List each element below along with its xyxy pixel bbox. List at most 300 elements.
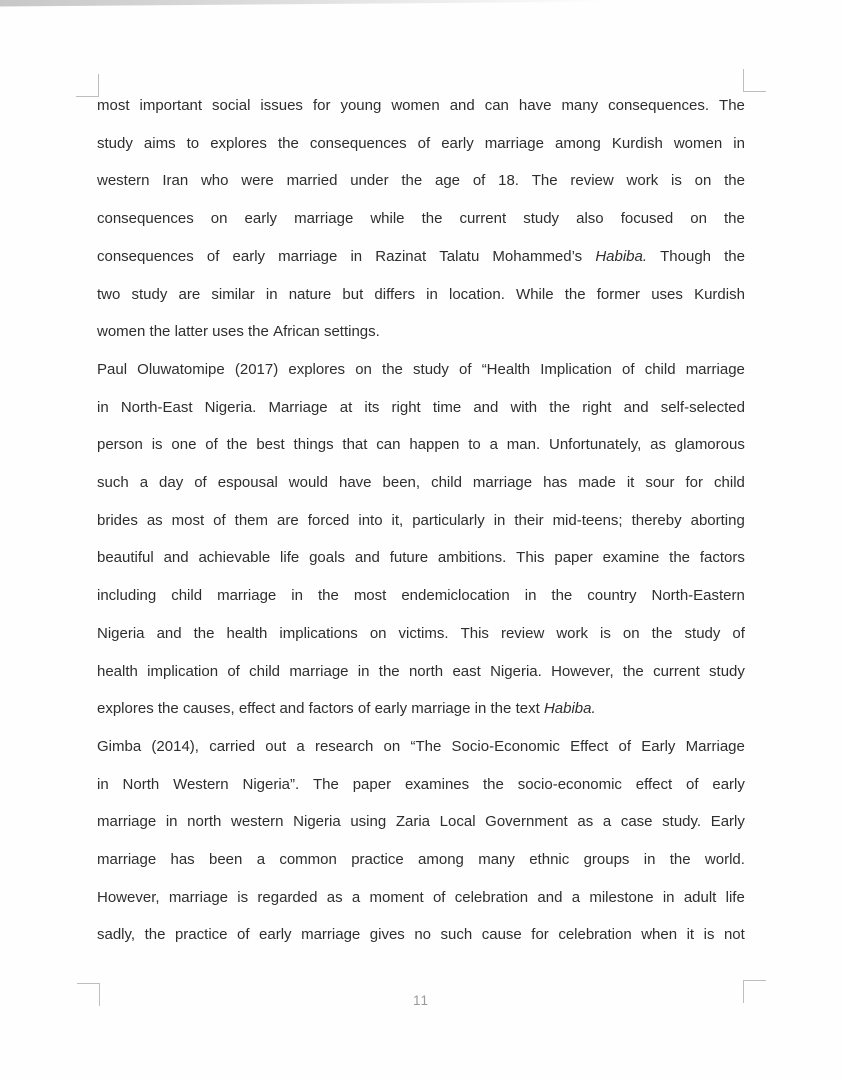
- text-word: implication: [147, 662, 219, 680]
- text-line: [97, 464, 745, 502]
- text-word: and: [623, 398, 649, 416]
- text-word: case: [620, 813, 653, 831]
- text-word: is: [703, 926, 715, 944]
- text-word: uses: [651, 285, 683, 303]
- text-line: [97, 879, 745, 917]
- text-line: [97, 615, 745, 653]
- text-word: a: [296, 737, 305, 755]
- text-word: mid-teens;: [552, 511, 623, 529]
- text-word: when: [641, 926, 678, 944]
- text-word: things: [293, 436, 334, 454]
- text-word-italic: Habiba.: [595, 247, 648, 265]
- text-word: of: [417, 134, 431, 152]
- text-word: most: [171, 511, 205, 529]
- text-word: in: [733, 134, 745, 152]
- text-word: However,: [97, 888, 160, 906]
- text-word: in: [426, 285, 438, 303]
- text-word: made: [578, 474, 616, 492]
- text-word: while: [370, 210, 405, 228]
- text-word: early: [259, 926, 292, 944]
- text-word: endemiclocation: [401, 587, 510, 605]
- text-word: Paul: [97, 360, 128, 378]
- text-word: to: [468, 436, 481, 454]
- text-word: marriage: [411, 700, 471, 718]
- text-word: (2017): [234, 360, 279, 378]
- text-word: North-East: [120, 398, 193, 416]
- text-word: goals: [309, 549, 345, 567]
- text-word: Socio-Economic: [451, 737, 560, 755]
- text-word: east: [452, 662, 481, 680]
- text-word: explores: [288, 360, 346, 378]
- text-line: [97, 276, 745, 314]
- text-word: of: [472, 172, 486, 190]
- text-line: [97, 653, 745, 691]
- text-word: study: [684, 624, 721, 642]
- text-word: nature: [288, 285, 332, 303]
- text-word: most: [353, 587, 387, 605]
- text-word: of: [618, 737, 632, 755]
- text-word: Nigeria: [293, 813, 341, 831]
- text-word: marriage: [97, 851, 157, 869]
- text-word: study: [131, 285, 168, 303]
- text-word: child: [644, 360, 676, 378]
- text-word: in: [357, 662, 370, 680]
- text-word: for: [685, 474, 704, 492]
- text-word: of: [213, 511, 226, 529]
- text-word: were: [241, 172, 274, 190]
- text-word: in: [474, 700, 487, 718]
- text-line: [97, 539, 745, 577]
- text-line: [97, 577, 745, 615]
- text-word: and: [537, 888, 563, 906]
- corner-mark-top-left: [76, 74, 99, 97]
- text-word: the: [669, 549, 691, 567]
- text-word: age: [435, 172, 461, 190]
- text-word: can: [484, 97, 509, 114]
- text-word: work: [626, 172, 659, 190]
- text-word: forced: [307, 511, 350, 529]
- text-word: been: [209, 851, 243, 869]
- text-word: Local: [439, 813, 476, 831]
- text-word: 18.: [498, 172, 519, 190]
- text-word: such: [97, 474, 129, 492]
- text-word: study: [709, 662, 745, 680]
- text-word: the: [317, 587, 339, 605]
- text-word: Mohammed’s: [492, 247, 583, 265]
- text-word: explores: [210, 134, 267, 152]
- text-word: its: [364, 398, 380, 416]
- text-line: [97, 502, 745, 540]
- text-word: would: [288, 474, 328, 492]
- text-word: have: [518, 97, 552, 114]
- text-word: of: [459, 360, 472, 378]
- text-word: paper: [554, 549, 593, 567]
- text-word: moment: [369, 888, 424, 906]
- text-word: in: [493, 511, 506, 529]
- text-word: of: [732, 624, 745, 642]
- text-word: social: [212, 97, 251, 114]
- text-word: of: [237, 926, 250, 944]
- text-word: in: [97, 775, 109, 793]
- text-word: man.: [506, 436, 541, 454]
- text-word: on: [383, 737, 401, 755]
- text-word: as: [650, 436, 666, 454]
- body-text: [97, 87, 745, 954]
- text-word: has: [170, 851, 195, 869]
- text-word: ethnic: [529, 851, 570, 869]
- text-line: [97, 690, 745, 728]
- text-word: marriage: [685, 360, 745, 378]
- text-word: health: [226, 624, 268, 642]
- text-word: self-selected: [660, 398, 745, 416]
- text-word: of: [622, 360, 635, 378]
- text-word: is: [670, 172, 682, 190]
- text-word: Unfortunately,: [548, 436, 642, 454]
- text-word: marriage: [289, 662, 349, 680]
- text-word: women: [673, 134, 723, 152]
- text-word: celebration: [454, 888, 529, 906]
- text-word: no: [414, 926, 432, 944]
- text-word: the: [549, 398, 571, 416]
- text-word: the: [401, 172, 423, 190]
- text-word: text: [515, 700, 540, 718]
- text-word: the: [622, 662, 644, 680]
- text-line: [97, 125, 745, 163]
- text-word: on: [694, 172, 712, 190]
- text-word: paper: [352, 775, 392, 793]
- text-word: health: [97, 662, 138, 680]
- text-word: is: [151, 436, 163, 454]
- text-word: the: [724, 210, 745, 228]
- text-word: factors: [308, 700, 354, 718]
- text-word: early: [374, 700, 408, 718]
- text-word: Kurdish: [611, 134, 663, 152]
- text-word-italic: Habiba.: [543, 700, 596, 718]
- text-word: “The: [410, 737, 442, 755]
- text-word: using: [350, 813, 387, 831]
- text-word: into: [358, 511, 383, 529]
- text-word: not: [723, 926, 745, 944]
- text-word: person: [97, 436, 143, 454]
- text-word: best: [256, 436, 285, 454]
- text-word: the: [724, 172, 745, 190]
- text-word: among: [555, 134, 601, 152]
- text-word: as: [577, 813, 594, 831]
- text-word: former: [596, 285, 641, 303]
- text-line: [97, 313, 745, 351]
- text-word: milestone: [589, 888, 654, 906]
- text-line: [97, 200, 745, 238]
- text-word: gives: [369, 926, 405, 944]
- text-word: under: [350, 172, 389, 190]
- text-word: important: [139, 97, 203, 114]
- text-word: examines: [404, 775, 470, 793]
- text-word: achievable: [198, 549, 271, 567]
- text-word: future: [389, 549, 429, 567]
- text-word: Razinat: [375, 247, 427, 265]
- text-word: in: [265, 285, 278, 303]
- text-word: the: [724, 247, 745, 265]
- text-word: latter: [174, 323, 208, 341]
- text-word: has: [543, 474, 568, 492]
- text-line: [97, 426, 745, 464]
- text-word: The: [719, 97, 745, 114]
- text-word: such: [440, 926, 473, 944]
- text-word: in: [662, 888, 675, 906]
- text-word: explores: [97, 700, 154, 718]
- text-word: early: [712, 775, 745, 793]
- text-word: adult: [683, 888, 717, 906]
- text-word: it,: [391, 511, 404, 529]
- text-word: Iran: [162, 172, 189, 190]
- text-word: marriage: [168, 888, 228, 906]
- text-word: Though: [660, 247, 712, 265]
- text-word: current: [653, 662, 700, 680]
- text-word: on: [369, 624, 387, 642]
- text-word: country: [587, 587, 637, 605]
- text-line: [97, 238, 745, 276]
- text-word: marriage: [301, 926, 361, 944]
- text-word: who: [200, 172, 229, 190]
- text-word: women: [97, 323, 146, 341]
- text-word: right: [391, 398, 421, 416]
- text-word: married: [286, 172, 338, 190]
- text-word: marriage: [484, 134, 544, 152]
- text-word: victims.: [398, 624, 449, 642]
- text-word: effect: [238, 700, 276, 718]
- text-word: brides: [97, 511, 138, 529]
- text-word: carried: [209, 737, 256, 755]
- text-word: marriage: [97, 813, 157, 831]
- text-word: Early: [641, 737, 676, 755]
- text-word: as: [326, 888, 343, 906]
- text-word: espousal: [217, 474, 278, 492]
- text-word: with: [510, 398, 538, 416]
- text-word: a: [351, 888, 361, 906]
- text-word: causes,: [182, 700, 235, 718]
- text-word: beautiful: [97, 549, 154, 567]
- text-word: focused: [620, 210, 674, 228]
- text-word: young: [340, 97, 382, 114]
- text-word: child: [714, 474, 745, 492]
- text-word: right: [582, 398, 612, 416]
- text-word: for: [531, 926, 549, 944]
- text-word: practice: [351, 851, 404, 869]
- text-word: child: [171, 587, 203, 605]
- text-word: life: [280, 549, 300, 567]
- text-word: the: [277, 134, 299, 152]
- text-word: north: [187, 813, 222, 831]
- text-word: including: [97, 587, 157, 605]
- text-word: marriage: [278, 247, 338, 265]
- text-word: happen: [409, 436, 460, 454]
- text-word: The: [313, 775, 339, 793]
- text-word: is: [237, 888, 249, 906]
- text-word: “Health: [481, 360, 531, 378]
- text-word: sour: [645, 474, 675, 492]
- text-word: African: [273, 323, 320, 341]
- text-word: similar: [211, 285, 255, 303]
- text-word: of: [227, 662, 240, 680]
- text-word: western: [97, 172, 150, 190]
- text-word: child: [431, 474, 462, 492]
- text-word: for: [312, 97, 331, 114]
- text-word: settings.: [323, 323, 380, 341]
- text-line: [97, 803, 745, 841]
- text-word: in: [350, 247, 363, 265]
- text-word: it: [686, 926, 695, 944]
- text-word: examine: [602, 549, 660, 567]
- text-word: review: [570, 172, 614, 190]
- text-word: time: [432, 398, 462, 416]
- text-word: effect: [635, 775, 673, 793]
- text-word: factors: [699, 549, 745, 567]
- text-word: and: [279, 700, 305, 718]
- text-word: child: [249, 662, 281, 680]
- text-word: the: [378, 662, 400, 680]
- text-word: been,: [382, 474, 421, 492]
- text-word: Talatu: [439, 247, 480, 265]
- text-line: [97, 841, 745, 879]
- text-line: [97, 162, 745, 200]
- text-word: Early: [710, 813, 745, 831]
- text-word: Marriage: [268, 398, 328, 416]
- text-word: of: [432, 888, 446, 906]
- text-word: a: [139, 474, 149, 492]
- text-word: in: [524, 587, 537, 605]
- text-word: are: [178, 285, 201, 303]
- text-word: and: [163, 549, 189, 567]
- text-line: [97, 766, 745, 804]
- text-word: common: [279, 851, 337, 869]
- text-word: among: [418, 851, 464, 869]
- text-word: Kurdish: [694, 285, 745, 303]
- text-word: issues: [260, 97, 303, 114]
- text-word: Government: [485, 813, 568, 831]
- text-word: in: [97, 398, 109, 416]
- text-word: it: [626, 474, 635, 492]
- text-word: their: [514, 511, 544, 529]
- text-word: Nigeria.: [204, 398, 257, 416]
- text-word: also: [576, 210, 604, 228]
- text-word: early: [244, 210, 278, 228]
- text-word: uses: [212, 323, 244, 341]
- text-word: study.: [662, 813, 702, 831]
- text-word: most: [97, 97, 130, 114]
- text-word: in: [643, 851, 656, 869]
- text-word: of: [686, 775, 699, 793]
- text-word: on: [622, 624, 640, 642]
- text-word: current: [459, 210, 507, 228]
- text-word: on: [210, 210, 228, 228]
- text-word: is: [600, 624, 611, 642]
- text-word: on: [690, 210, 707, 228]
- text-line: [97, 728, 745, 766]
- text-word: the: [144, 926, 166, 944]
- text-word: are: [277, 511, 299, 529]
- text-word: study: [523, 210, 560, 228]
- text-word: many: [478, 851, 515, 869]
- text-word: north: [408, 662, 444, 680]
- text-word: North: [122, 775, 160, 793]
- text-word: celebration: [558, 926, 632, 944]
- text-word: consequences: [309, 134, 407, 152]
- text-word: socio-economic: [517, 775, 622, 793]
- text-word: work: [556, 624, 589, 642]
- text-word: North-Eastern: [651, 587, 745, 605]
- text-word: day: [159, 474, 184, 492]
- text-word: marriage: [472, 474, 533, 492]
- text-word: western: [231, 813, 284, 831]
- text-word: the: [490, 700, 512, 718]
- text-word: that: [342, 436, 368, 454]
- text-word: cause: [481, 926, 522, 944]
- text-word: implications: [279, 624, 358, 642]
- text-word: the: [226, 436, 248, 454]
- text-word: the: [651, 624, 673, 642]
- text-word: differs: [374, 285, 415, 303]
- text-word: but: [342, 285, 364, 303]
- text-word: the: [149, 323, 171, 341]
- text-word: can: [376, 436, 401, 454]
- text-word: Nigeria”.: [242, 775, 300, 793]
- corner-mark-top-right: [743, 69, 766, 92]
- text-word: sadly,: [97, 926, 136, 944]
- text-word: consequences.: [608, 97, 710, 114]
- text-word: consequences: [97, 247, 194, 265]
- text-word: Effect: [570, 737, 609, 755]
- text-line: [97, 916, 745, 954]
- text-word: groups: [583, 851, 630, 869]
- text-word: review: [500, 624, 545, 642]
- text-word: particularly: [412, 511, 485, 529]
- text-word: and: [473, 398, 499, 416]
- text-word: (2014),: [151, 737, 199, 755]
- text-word: have: [338, 474, 372, 492]
- text-word: at: [339, 398, 353, 416]
- text-word: of: [194, 474, 207, 492]
- text-word: two: [97, 285, 121, 303]
- text-word: and: [156, 624, 182, 642]
- text-word: a: [571, 888, 581, 906]
- text-word: The: [531, 172, 558, 190]
- text-word: in: [291, 587, 303, 605]
- text-word: Gimba: [97, 737, 142, 755]
- text-word: the: [157, 700, 179, 718]
- page-edge-shadow: [0, 0, 640, 9]
- text-word: the: [193, 624, 215, 642]
- text-word: the: [551, 587, 573, 605]
- text-word: consequences: [97, 210, 194, 228]
- text-word: regarded: [257, 888, 318, 906]
- text-word: the: [564, 285, 586, 303]
- text-word: This: [516, 549, 545, 567]
- text-word: Implication: [540, 360, 612, 378]
- text-word: Nigeria: [97, 624, 145, 642]
- text-word: in: [165, 813, 178, 831]
- text-line: [97, 351, 745, 389]
- text-word: world.: [704, 851, 745, 869]
- text-word: This: [460, 624, 489, 642]
- text-word: Oluwatomipe: [137, 360, 225, 378]
- page-number: 11: [412, 993, 429, 1008]
- text-word: of: [206, 247, 220, 265]
- text-word: glamorous: [674, 436, 745, 454]
- text-word: thereby: [631, 511, 682, 529]
- text-word: However,: [551, 662, 614, 680]
- text-word: the: [248, 323, 269, 341]
- text-word: a: [489, 436, 498, 454]
